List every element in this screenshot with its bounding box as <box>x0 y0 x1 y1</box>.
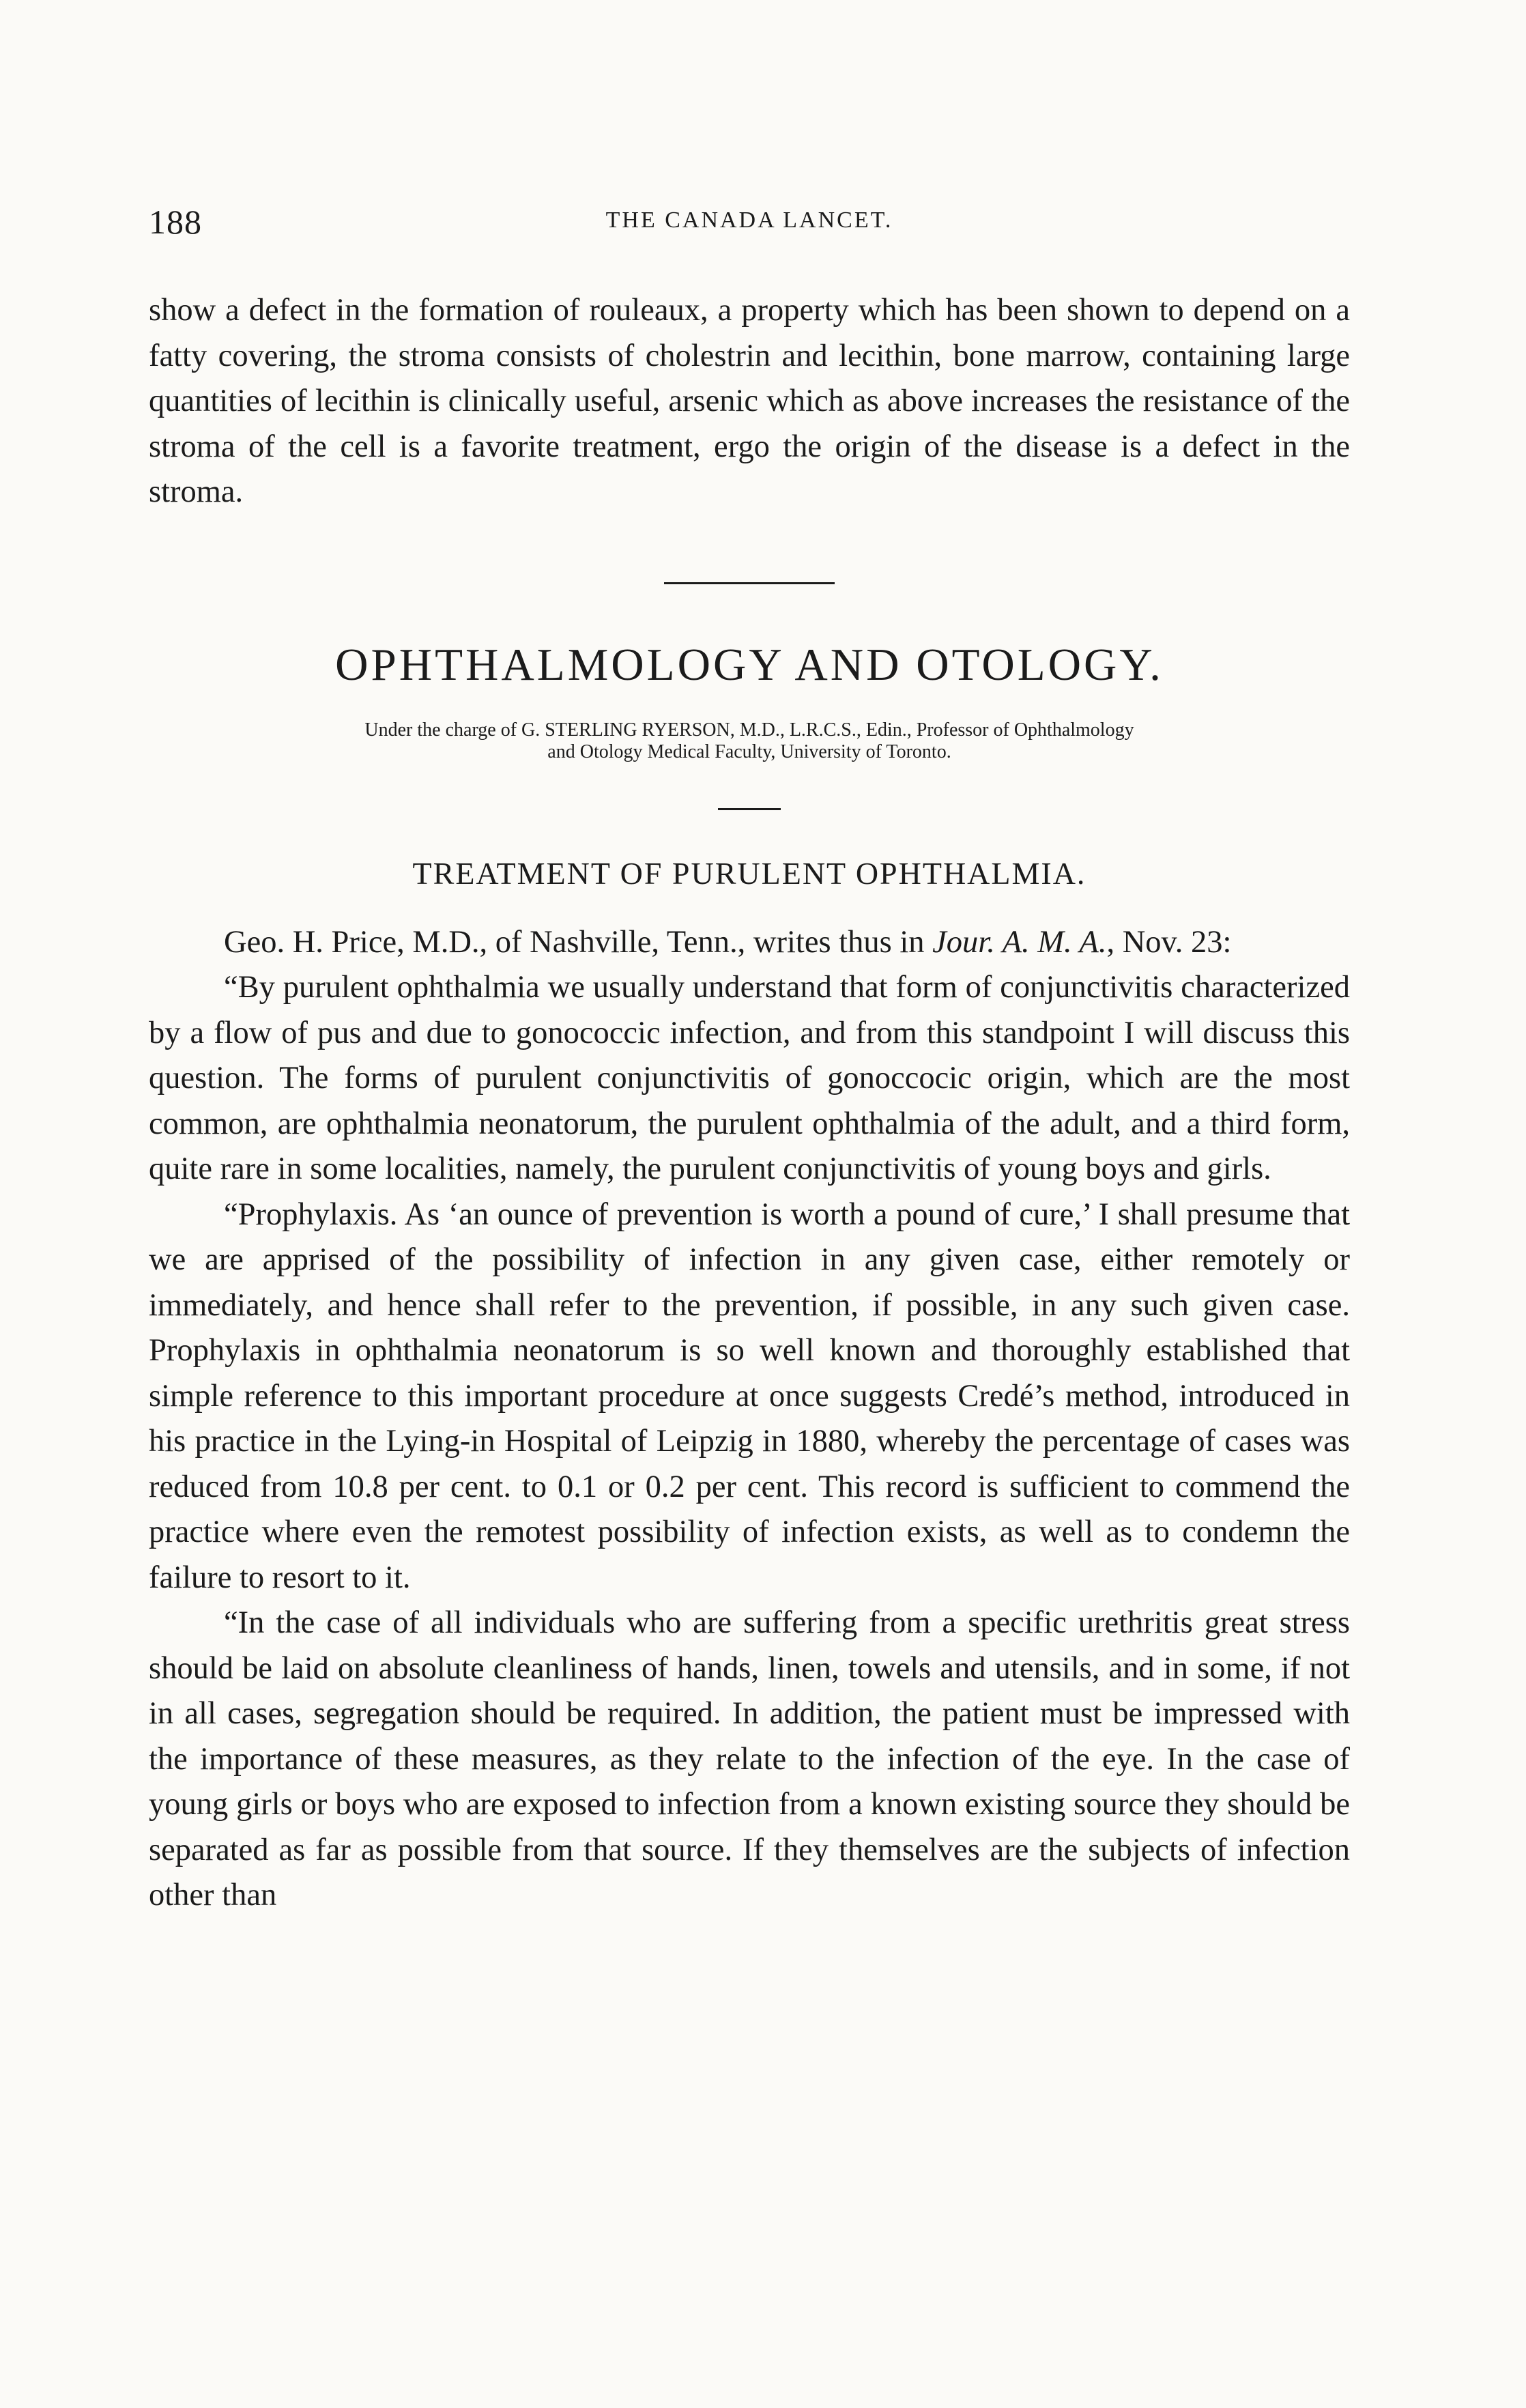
journal-name: THE CANADA LANCET. <box>605 207 893 233</box>
citation-date: , Nov. 23: <box>1106 924 1232 960</box>
article-paragraph: “By purulent ophthalmia we usually understand that form of conjunctivitis characterized by a flow of pus and due to gonococcic infection, and from this standpoint I will discuss this question. The forms of purulent conjunctivitis of gonoccocic origin, which are the most common, are ophthalmia neonatorum, the purulent ophthalmia of the adult, and a third form, quite rare in some localities, namely, the purulent conjunctivitis of young boys and girls. <box>149 970 1350 1186</box>
journal-citation: Jour. A. M. A. <box>932 924 1107 960</box>
article-paragraph: “In the case of all individuals who are suffering from a specific urethritis great stress should be laid on absolute cleanliness of hands, linen, towels and utensils, and in some, if not in all cases, segregation should be required. In addition, the patient must be impressed with the importance of these measures, as they relate to the infection of the eye. In the case of young girls or boys who are exposed to infection from a known existing source they should be separated as far as possible from that source. If they themselves are the subjects of infection other than <box>149 1605 1350 1912</box>
editor-note-line-2: and Otology Medical Faculty, University of Toronto. <box>547 741 951 762</box>
byline-text: Geo. H. Price, M.D., of Nashville, Tenn., writes thus in <box>224 924 925 960</box>
section-divider <box>664 582 835 584</box>
running-head <box>149 202 1350 250</box>
article-byline <box>149 920 1350 966</box>
article-title: TREATMENT OF PURULENT OPHTHALMIA. <box>412 855 1086 891</box>
page-number: 188 <box>149 203 202 241</box>
continuation-paragraph: show a defect in the formation of rouleaux, a property which has been shown to depend on a fatty covering, the stroma consists of cholestrin and lecithin, bone marrow, containing large quantities of lecithin is clinically useful, arsenic which as above increases the resistance of the stroma of the cell is a favorite treatment, ergo the origin of the disease is a defect in the stroma. <box>149 293 1350 509</box>
section-editor-note <box>149 719 1350 763</box>
page <box>149 202 1350 1919</box>
article-paragraph: “Prophylaxis. As ‘an ounce of prevention is worth a pound of cure,’ I shall presume that we are apprised of the possibility of infection in any given case, either remotely or immediately, and hence shall refer to the prevention, if possible, in any such given case. Prophylaxis in ophthalmia neonatorum is so well known and thoroughly established that simple reference to this important procedure at once suggests Credé’s method, introduced in his practice in the Lying-in Hospital of Leipzig in 1880, whereby the percentage of cases was reduced from 10.8 per cent. to 0.1 or 0.2 per cent. This record is sufficient to commend the practice where even the remotest possibility of infection exists, as well as to condemn the failure to resort to it. <box>149 1196 1350 1595</box>
editor-note-line-1: Under the charge of G. STERLING RYERSON, M.D., L.R.C.S., Edin., Professor of Ophthalmology <box>364 719 1134 741</box>
section-title: OPHTHALMOLOGY AND OTOLOGY. <box>335 639 1164 690</box>
title-divider <box>718 808 781 810</box>
